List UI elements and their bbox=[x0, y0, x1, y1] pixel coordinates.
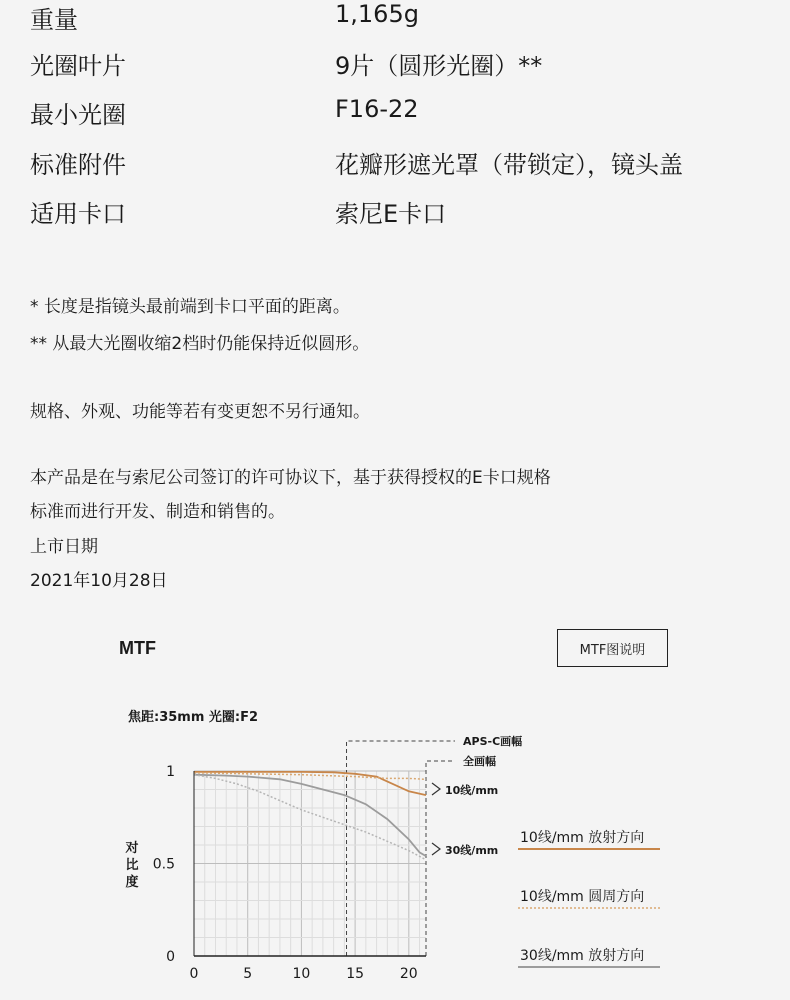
spec-label: 重量 bbox=[30, 6, 78, 34]
spec-row-aperture-blades bbox=[30, 46, 790, 86]
note-length: * 长度是指镜头最前端到卡口平面的距离。 bbox=[30, 297, 350, 317]
spec-value: 9片（圆形光圈）** bbox=[335, 52, 543, 80]
legend-label-0: 10线/mm 放射方向 bbox=[520, 830, 645, 846]
legend-label-2: 30线/mm 放射方向 bbox=[520, 948, 645, 964]
chart-series bbox=[194, 772, 426, 860]
release-date-label: 上市日期 bbox=[30, 537, 98, 557]
x-tick-label: 20 bbox=[399, 966, 418, 982]
series-line-3 bbox=[194, 775, 426, 860]
chart-axes bbox=[153, 764, 426, 982]
y-tick-label: 0 bbox=[166, 949, 175, 965]
x-tick-label: 15 bbox=[346, 966, 365, 982]
spec-row-min-aperture bbox=[30, 95, 790, 135]
x-tick-label: 10 bbox=[292, 966, 311, 982]
line30-label: 30线/mm bbox=[445, 844, 499, 857]
spec-label: 光圈叶片 bbox=[30, 52, 126, 80]
x-tick-label: 0 bbox=[189, 966, 199, 982]
chart-grid bbox=[194, 771, 426, 956]
pointer-30-icon bbox=[432, 843, 440, 855]
series-line-2 bbox=[194, 775, 426, 856]
note-license-2: 标准而进行开发、制造和销售的。 bbox=[30, 502, 285, 522]
mtf-explain-button[interactable]: MTF图说明 bbox=[557, 629, 668, 667]
chart-legend bbox=[518, 829, 660, 967]
pointer-10-icon bbox=[432, 783, 440, 795]
spec-row-mount bbox=[30, 194, 790, 234]
spec-label: 标准附件 bbox=[30, 151, 126, 179]
note-disclaimer: 规格、外观、功能等若有变更恕不另行通知。 bbox=[30, 402, 370, 422]
mtf-title: MTF bbox=[119, 638, 156, 658]
mtf-chart bbox=[0, 690, 790, 1000]
full-frame-label: 全画幅 bbox=[463, 755, 496, 768]
aps-c-label: APS-C画幅 bbox=[463, 735, 523, 748]
spec-value: 1,165g bbox=[335, 0, 419, 28]
chart-ylabel bbox=[124, 840, 138, 890]
ylabel-char: 比 bbox=[125, 858, 139, 873]
ylabel-char: 对 bbox=[125, 841, 139, 856]
line10-label: 10线/mm bbox=[445, 784, 499, 797]
spec-value: 索尼E卡口 bbox=[335, 200, 447, 228]
release-date-value: 2021年10月28日 bbox=[30, 571, 168, 591]
spec-value: 花瓣形遮光罩（带锁定），镜头盖 bbox=[335, 151, 683, 179]
ylabel-char: 度 bbox=[125, 875, 139, 890]
x-tick-label: 5 bbox=[243, 966, 253, 982]
spec-row-accessories bbox=[30, 145, 790, 185]
note-aperture: ** 从最大光圈收缩2档时仍能保持近似圆形。 bbox=[30, 334, 370, 354]
spec-row-weight bbox=[30, 0, 790, 40]
spec-label: 适用卡口 bbox=[30, 200, 126, 228]
note-license-1: 本产品是在与索尼公司签订的许可协议下，基于获得授权的E卡口规格 bbox=[30, 468, 551, 488]
y-tick-label: 1 bbox=[166, 764, 175, 780]
y-tick-label: 0.5 bbox=[152, 856, 175, 873]
spec-label: 最小光圈 bbox=[30, 101, 126, 129]
spec-value: F16-22 bbox=[335, 95, 419, 123]
legend-label-1: 10线/mm 圆周方向 bbox=[520, 889, 645, 905]
chart-subtitle: 焦距:35mm 光圈:F2 bbox=[128, 710, 259, 725]
